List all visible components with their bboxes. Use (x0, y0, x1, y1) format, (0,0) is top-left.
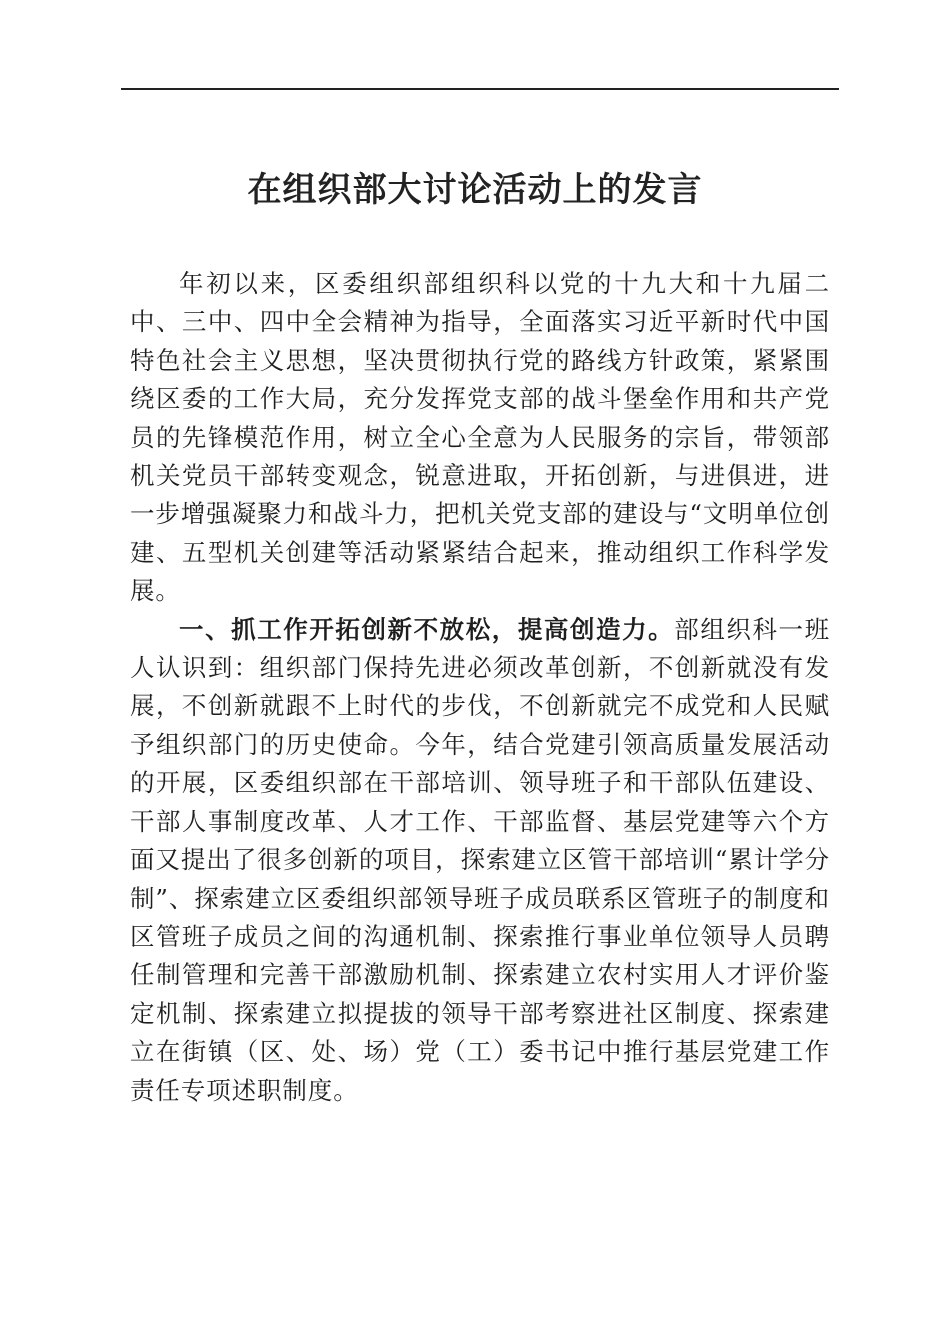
paragraph-intro-text: 年初以来，区委组织部组织科以党的十九大和十九届二中、三中、四中全会精神为指导，全面落实习近平新时代中国特色社会主义思想，坚决贯彻执行党的路线方针政策，紧紧围绕区委的工作大局，充分发挥党支部的战斗堡垒作用和共产党员的先锋模范作用，树立全心全意为人民服务的宗旨，带领部机关党员干部转变观念，锐意进取，开拓创新，与进俱进，进一步增强凝聚力和战斗力，把机关党支部的建设与“文明单位创建、五型机关创建等活动紧紧结合起来，推动组织工作科学发展。 (130, 269, 830, 606)
header-rule (121, 88, 839, 90)
section-one-text: 部组织科一班人认识到：组织部门保持先进必须改革创新，不创新就没有发展，不创新就跟不上时代的步伐，不创新就完不成党和人民赋予组织部门的历史使命。今年，结合党建引领高质量发展活动的开展，区委组织部在干部培训、领导班子和干部队伍建设、干部人事制度改革、人才工作、干部监督、基层党建等六个方面又提出了很多创新的项目，探索建立区管干部培训“累计学分制”、探索建立区委组织部领导班子成员联系区管班子的制度和区管班子成员之间的沟通机制、探索推行事业单位领导人员聘任制管理和完善干部激励机制、探索建立农村实用人才评价鉴定机制、探索建立拟提拔的领导干部考察进社区制度、探索建立在街镇（区、处、场）党（工）委书记中推行基层党建工作责任专项述职制度。 (130, 614, 830, 1105)
document-body (130, 265, 830, 1110)
section-one-heading: 一、抓工作开拓创新不放松，提高创造力。 (179, 614, 675, 644)
paragraph-section-one (130, 611, 830, 1110)
document-title: 在组织部大讨论活动上的发言 (247, 170, 703, 210)
paragraph-intro (130, 265, 830, 611)
